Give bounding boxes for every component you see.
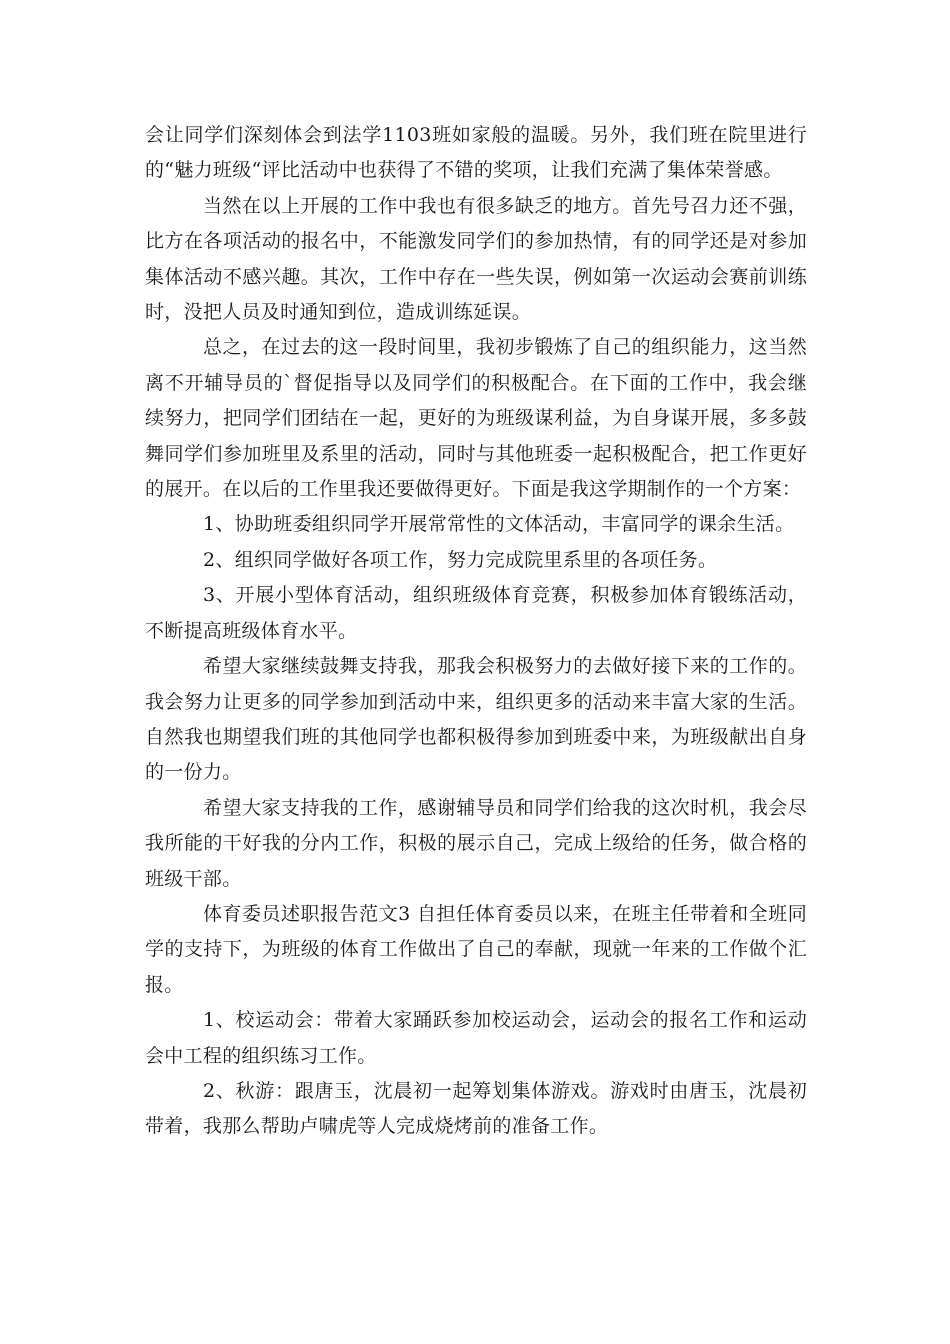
paragraph-10: 1、校运动会：带着大家踊跃参加校运动会，运动会的报名工作和运动会中工程的组织练习工作。 [145, 1009, 807, 1067]
paragraph-7: 希望大家继续鼓舞支持我，那我会积极努力的去做好接下来的工作的。我会努力让更多的同学参加到活动中来，组织更多的活动来丰富大家的生活。自然我也期望我们班的其他同学也都积极得参加到班委中来，为班级献出自身的一份力。 [145, 655, 807, 784]
document-page [145, 118, 807, 1145]
paragraph-11: 2、秋游：跟唐玉，沈晨初一起筹划集体游戏。游戏时由唐玉，沈晨初带着，我那么帮助卢啸虎等人完成烧烤前的准备工作。 [145, 1079, 807, 1138]
paragraph-1: 会让同学们深刻体会到法学1103班如家般的温暖。另外，我们班在院里进行的“魅力班级“评比活动中也获得了不错的奖项，让我们充满了集体荣誉感。 [145, 124, 807, 182]
paragraph-5: 2、组织同学做好各项工作，努力完成院里系里的各项任务。 [203, 548, 718, 571]
paragraph-6: 3、开展小型体育活动，组织班级体育竞赛，积极参加体育锻练活动，不断提高班级体育水平。 [145, 584, 807, 642]
paragraph-4: 1、协助班委组织同学开展常常性的文体活动，丰富同学的课余生活。 [203, 513, 795, 536]
paragraph-3: 总之，在过去的这一段时间里，我初步锻炼了自己的组织能力，这当然离不开辅导员的`督促指导以及同学们的积极配合。在下面的工作中，我会继续努力，把同学们团结在一起，更好的为班级谋利益，为自身谋开展，多多鼓舞同学们参加班里及系里的活动，同时与其他班委一起积极配合，把工作更好的展开。在以后的工作里我还要做得更好。下面是我这学期制作的一个方案： [145, 336, 807, 501]
paragraph-8: 希望大家支持我的工作，感谢辅导员和同学们给我的这次时机，我会尽我所能的干好我的分内工作，积极的展示自己，完成上级给的任务，做合格的班级干部。 [145, 796, 807, 890]
paragraph-2: 当然在以上开展的工作中我也有很多缺乏的地方。首先号召力还不强，比方在各项活动的报名中，不能激发同学们的参加热情，有的同学还是对参加集体活动不感兴趣。其次，工作中存在一些失误，例如第一次运动会赛前训练时，没把人员及时通知到位，造成训练延误。 [145, 194, 807, 324]
paragraph-9: 体育委员述职报告范文3 自担任体育委员以来，在班主任带着和全班同学的支持下，为班级的体育工作做出了自己的奉献，现就一年来的工作做个汇报。 [145, 902, 807, 996]
